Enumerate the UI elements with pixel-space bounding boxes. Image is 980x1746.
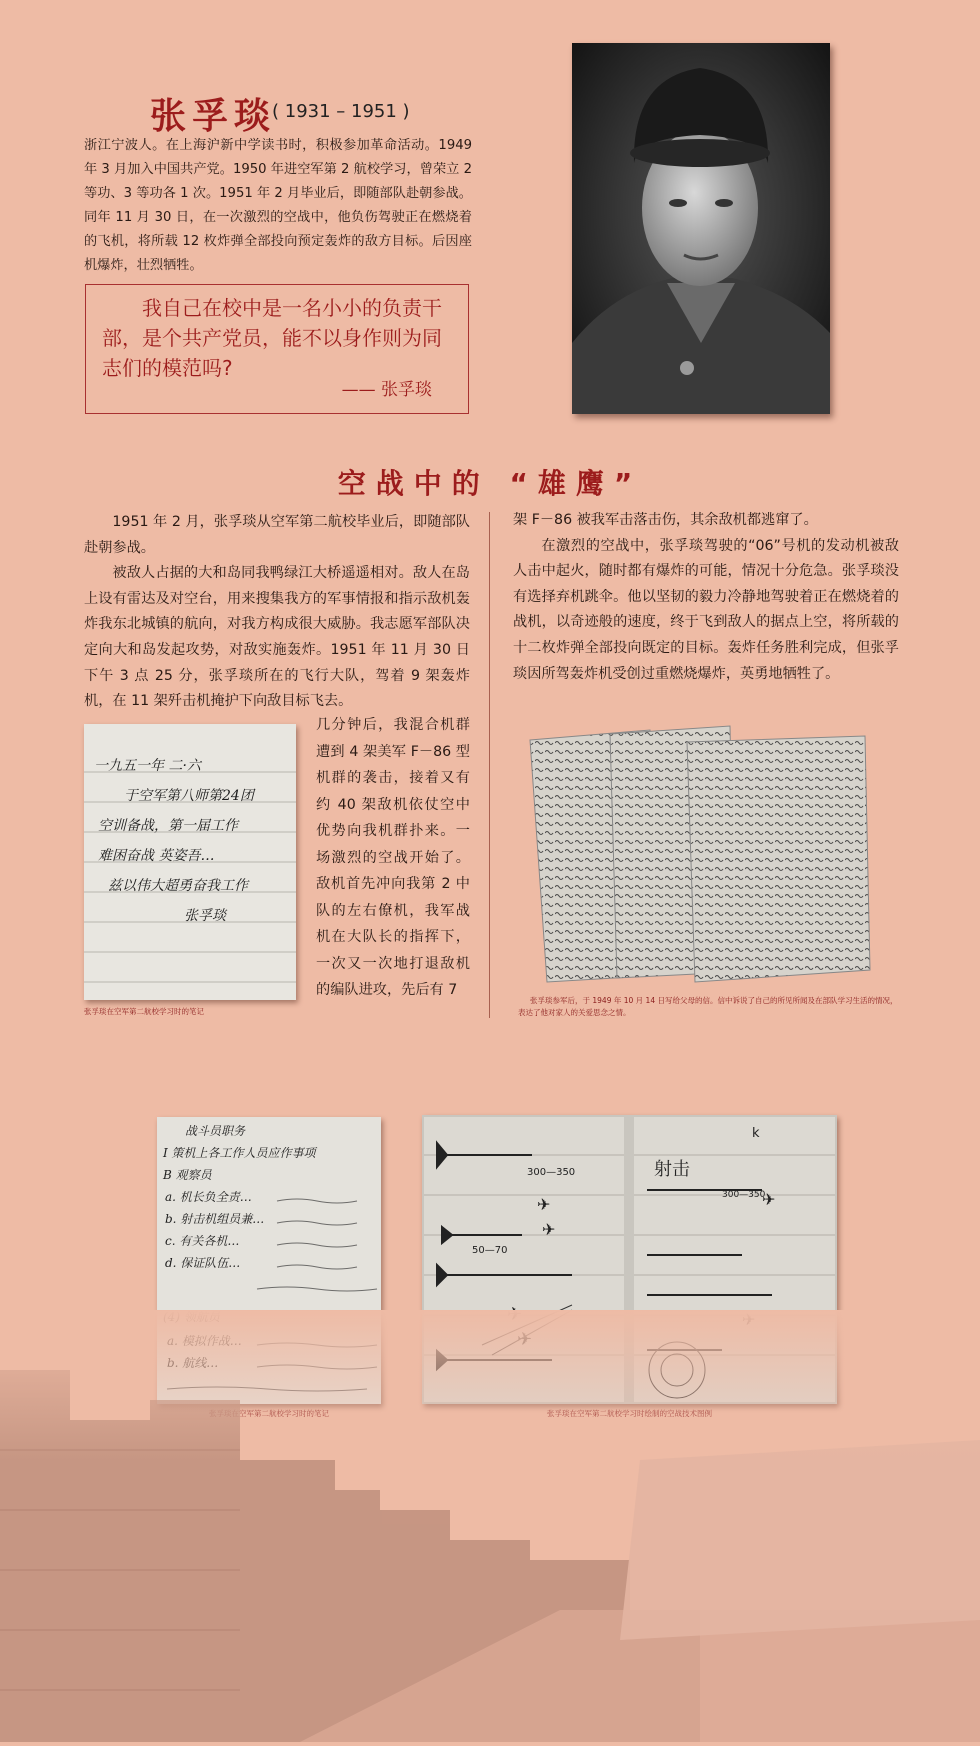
handwriting-line: d. 保证队伍… (165, 1256, 241, 1270)
caption-letter: 张孚琰参军后，于 1949 年 10 月 14 日写给父母的信。信中诉说了自己的所见所闻及在部队学习生活的情况，表达了他对家人的关爱思念之情。 (518, 996, 898, 1017)
handwriting-line: 难困奋战 英姿吾… (98, 848, 215, 864)
left-column (84, 510, 470, 715)
handwriting-line: c. 有关各机… (165, 1234, 240, 1248)
paragraph: 1951 年 2 月，张孚琰从空军第二航校毕业后，即随部队赴朝参战。 (84, 514, 470, 556)
paragraph: 架 F－86 被我军击落击伤，其余敌机都逃窜了。 (513, 512, 818, 528)
person-name: 张孚琰 (150, 95, 277, 137)
handwriting-line: 空训备战，第一届工作 (98, 818, 238, 834)
left-continuation (316, 712, 470, 1004)
life-years: ( 1931 – 1951 ) (272, 101, 410, 122)
handwriting-line: a. 机长负全责… (165, 1190, 252, 1204)
svg-text:✈: ✈ (542, 1220, 556, 1239)
handwriting-line: 一九五一年 二·六 (94, 758, 201, 774)
handwriting-line: 兹以伟大超勇奋我工作 (108, 878, 248, 894)
portrait-photo (572, 43, 830, 414)
diagram-label: 50—70 (472, 1245, 508, 1256)
quote-box (85, 284, 469, 414)
paragraph: 在激烈的空战中，张孚琰驾驶的“06”号机的发动机被敌人击中起火，随时都有爆炸的可能，情况十分危急。张孚琰没有选择弃机跳伞。他以坚韧的毅力冷静地驾驶着正在燃烧着的战机，以奇迹般的速度，终于飞到敌人的据点上空，将所载的十二枚炸弹全部投向既定的目标。轰炸任务胜利完成，但张孚琰因所驾轰炸机受创过重燃烧爆炸，英勇地牺牲了。 (513, 537, 899, 682)
handwritten-note-image (84, 724, 296, 1000)
letter-pages-image (525, 720, 875, 990)
diagram-label: 300—350 (722, 1190, 766, 1200)
svg-text:✈: ✈ (537, 1195, 551, 1214)
section-title: 空战中的 “雄鹰” (337, 467, 643, 500)
city-skyline-background (0, 1310, 980, 1742)
letter-photo (525, 720, 875, 990)
handwriting-line: B 观察员 (163, 1168, 212, 1182)
quote-signature: —— 张孚琰 (341, 380, 432, 400)
svg-text:✈: ✈ (762, 1190, 776, 1209)
diagram-label: 射击 (654, 1159, 690, 1180)
handwriting-line: b. 射击机组员兼… (165, 1212, 265, 1226)
paragraph: 被敌人占据的大和岛同我鸭绿江大桥遥遥相对。敌人在岛上设有雷达及对空台，用来搜集我方的军事情报和指示敌机轰炸我东北城镇的航向，对我方构成很大威胁。我志愿军部队决定向大和岛发起攻势，对敌实施轰炸。1951 年 11 月 30 日下午 3 点 25 分，张孚琰所在的飞行大队，驾着 9 架轰炸机，在 11 架歼击机掩护下向敌目标飞去。 (84, 565, 470, 710)
handwriting-line: I 策机上各工作人员应作事项 (163, 1146, 316, 1160)
column-divider (489, 512, 490, 1018)
handwriting-line: 于空军第八师第24团 (124, 788, 254, 804)
right-column (513, 508, 899, 687)
biography-text: 浙江宁波人。在上海沪新中学读书时，积极参加革命活动。1949 年 3 月加入中国共产党。1950 年进空军第 2 航校学习，曾荣立 2 等功、3 等功各 1 次。1951 年 2 月毕业后，即随部队赴朝参战。同年 11 月 30 日，在一次激烈的空战中，他负伤驾驶正在燃烧着的飞机，将所载 12 枚炸弹全部投向预定轰炸的敌方目标。后因座机爆炸，壮烈牺牲。 (84, 138, 472, 273)
note-photo-small (84, 724, 296, 1000)
diagram-label: k (752, 1126, 760, 1141)
handwriting-line: 张孚琰 (184, 908, 226, 924)
handwriting-line: 战斗员职务 (185, 1124, 246, 1138)
portrait-image (572, 43, 830, 414)
diagram-label: 300—350 (527, 1167, 576, 1178)
paragraph: 几分钟后，我混合机群遭到 4 架美军 F－86 型机群的袭击，接着又有约 40 架敌机依仗空中优势向我机群扑来。一场激烈的空战开始了。敌机首先冲向我第 2 中队的左右僚机，我军战机在大队长的指挥下，一次又一次地打退敌机的编队进攻，先后有 7 (316, 717, 470, 998)
skyline-image (0, 1310, 980, 1742)
quote-text: 我自己在校中是一名小小的负责干部，是个共产党员，能不以身作则为同志们的模范吗? (102, 296, 442, 380)
caption-note-small: 张孚琰在空军第二航校学习时的笔记 (84, 1007, 204, 1016)
